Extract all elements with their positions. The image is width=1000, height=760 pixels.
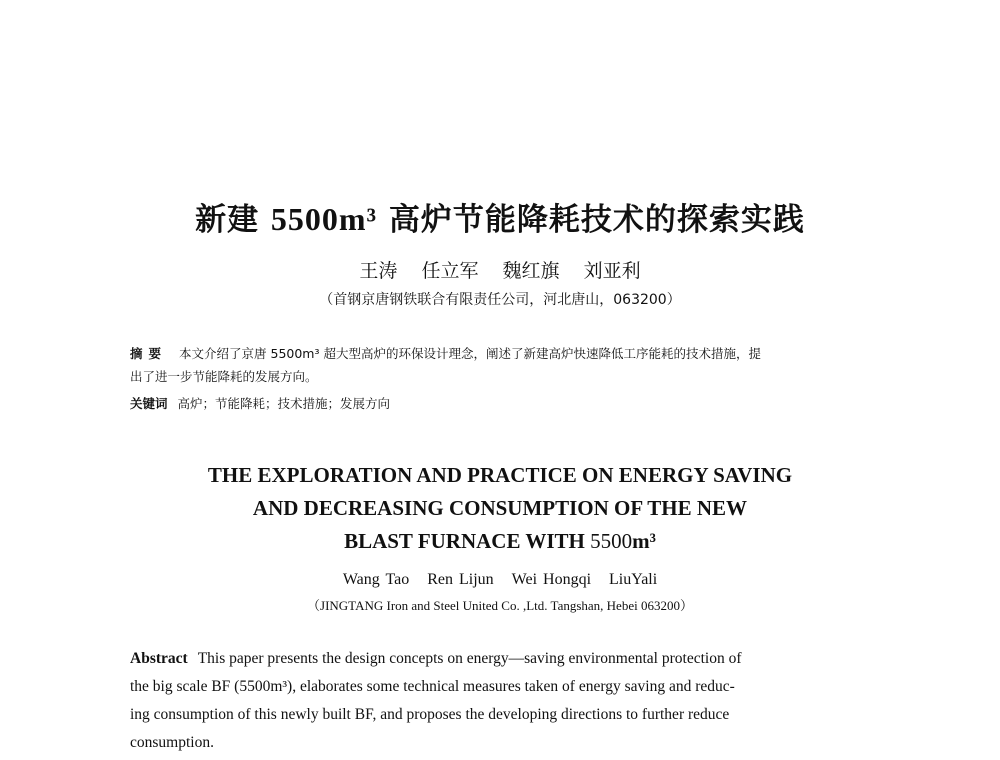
chinese-abstract-text: 本文介绍了京唐 5500m³ 超大型高炉的环保设计理念，阐述了新建高炉快速降低工序能耗的技术措施，提 (179, 346, 761, 361)
chinese-affiliation: （首钢京唐钢铁联合有限责任公司，河北唐山，063200） (319, 292, 681, 308)
author-name: 王涛 (359, 260, 398, 282)
author-name: Wang Tao (342, 571, 410, 588)
title-volume: 5500m³ (270, 200, 378, 237)
english-title-line: AND DECREASING CONSUMPTION OF THE NEW (252, 496, 748, 521)
chinese-authors (0, 257, 1000, 285)
english-affiliation: （JINGTANG Iron and Steel United Co. ,Ltd. Tangshan, Hebei 063200） (307, 598, 693, 613)
author-name: LiuYali (609, 571, 658, 588)
english-title-line: THE EXPLORATION AND PRACTICE ON ENERGY SAVING (207, 463, 793, 488)
english-abstract (130, 645, 872, 757)
english-abstract-label: Abstract (130, 650, 188, 667)
english-title-line: BLAST FURNACE WITH 5500m³ (344, 529, 656, 554)
chinese-keywords-text: 高炉；节能降耗；技术措施；发展方向 (177, 396, 391, 411)
chinese-keywords (130, 393, 872, 415)
chinese-abstract-label: 摘要 (130, 346, 168, 361)
english-title (0, 459, 1000, 558)
chinese-keywords-label: 关键词 (130, 396, 168, 411)
author-name: Wei Hongqi (511, 571, 592, 588)
english-abstract-text: consumption. (130, 734, 214, 751)
author-name: 任立军 (421, 260, 479, 282)
english-abstract-text: ing consumption of this newly built BF, and proposes the developing directions to further reduce (130, 706, 730, 723)
english-authors (0, 568, 1000, 592)
english-abstract-text: the big scale BF (5500m³), elaborates some technical measures taken of energy saving and reduc- (130, 678, 735, 695)
author-name: Ren Lijun (427, 571, 494, 588)
chinese-title: 新建 5500m³ 高炉节能降耗技术的探索实践 (195, 200, 805, 238)
chinese-abstract-text: 出了进一步节能降耗的发展方向。 (130, 369, 318, 384)
author-name: 刘亚利 (583, 260, 641, 282)
english-abstract-text: This paper presents the design concepts on energy—saving environmental protection of (197, 650, 742, 667)
chinese-abstract (130, 342, 872, 388)
author-name: 魏红旗 (502, 260, 560, 282)
